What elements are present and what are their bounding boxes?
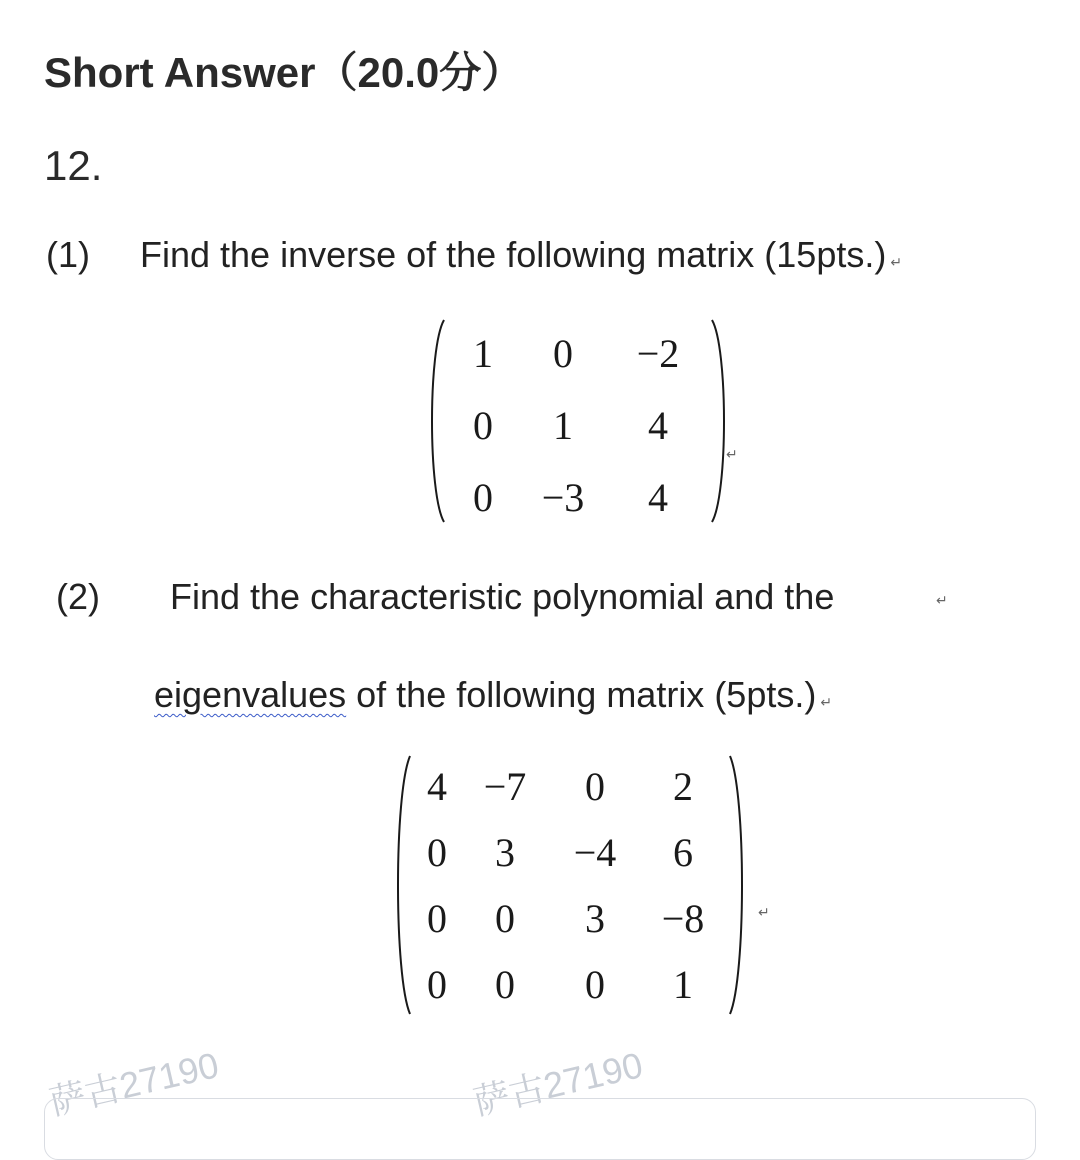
matrix-entry: 4 (648, 403, 668, 448)
part1-text: Find the inverse of the following matrix (15pts.) (140, 234, 887, 275)
matrix-entry: 1 (553, 403, 573, 448)
matrix-entry: 0 (495, 896, 515, 941)
matrix-entry: −3 (541, 475, 585, 520)
section-heading: Short Answer（20.0分） (44, 49, 524, 96)
left-paren (390, 754, 414, 1016)
matrix-entry: 0 (427, 830, 447, 875)
part2-prompt-line1 (170, 576, 834, 618)
matrix-entry: 0 (495, 962, 515, 1007)
matrix-entry: 0 (553, 331, 573, 376)
matrix-entry: 3 (495, 830, 515, 875)
next-card-edge (44, 1098, 1036, 1160)
matrix-3x3 (424, 318, 732, 524)
question-number: 12. (44, 142, 103, 189)
paragraph-mark: ↵ (890, 254, 903, 270)
matrix-4x4-entries (414, 754, 726, 1016)
matrix-entry: 6 (673, 830, 693, 875)
matrix-3x3-entries (448, 318, 708, 524)
matrix-entry: 1 (473, 331, 493, 376)
matrix-entry: 4 (427, 764, 447, 809)
right-paren (726, 754, 750, 1016)
part2-label: (2) (56, 576, 100, 617)
matrix-entry: 3 (585, 896, 605, 941)
part2-line1-text: Find the characteristic polynomial and the (170, 576, 835, 617)
left-paren (424, 318, 448, 524)
paragraph-mark: ↵ (936, 592, 948, 608)
part1-label: (1) (46, 234, 90, 275)
matrix-entry: 1 (673, 962, 693, 1007)
watermark-text: 萨古27190 (45, 1044, 223, 1123)
part2-prompt-line2 (154, 674, 832, 716)
matrix-entry: 0 (585, 764, 605, 809)
matrix-entry: 0 (427, 962, 447, 1007)
right-paren (708, 318, 732, 524)
matrix-entry: 0 (585, 962, 605, 1007)
paragraph-mark: ↵ (726, 446, 738, 462)
matrix-4x4 (390, 754, 750, 1016)
matrix-entry: −8 (661, 896, 705, 941)
matrix-entry: −4 (573, 830, 617, 875)
matrix-entry: −7 (483, 764, 527, 809)
matrix-entry: −2 (636, 331, 680, 376)
paragraph-mark: ↵ (758, 904, 770, 920)
spellcheck-word: eigenvalues (154, 674, 347, 715)
watermark-text: 萨古27190 (469, 1044, 647, 1123)
part1-prompt (140, 234, 902, 276)
matrix-entry: 0 (473, 403, 493, 448)
paragraph-mark: ↵ (820, 694, 833, 710)
matrix-entry: 4 (648, 475, 668, 520)
part2-line2-text: of the following matrix (5pts.) (346, 674, 817, 715)
matrix-entry: 0 (473, 475, 493, 520)
matrix-entry: 0 (427, 896, 447, 941)
matrix-entry: 2 (673, 764, 693, 809)
